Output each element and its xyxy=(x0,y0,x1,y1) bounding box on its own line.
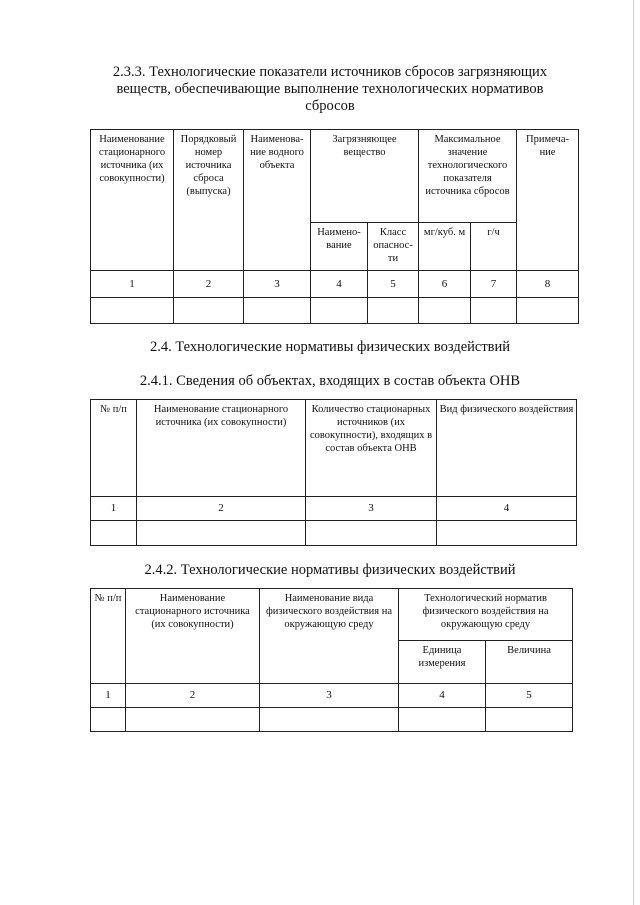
header-source-name: Наименование стационарного источника (их совокупности) xyxy=(126,589,260,684)
empty-cell xyxy=(486,708,573,732)
section-2-4-title: 2.4. Технологические нормативы физических воздействий xyxy=(149,339,511,355)
discharge-indicators-table xyxy=(90,129,579,324)
empty-cell xyxy=(399,708,486,732)
header-source-name: Наименование стационарного источника (их совокупности) xyxy=(137,400,306,497)
column-number: 6 xyxy=(419,271,471,298)
empty-cell xyxy=(517,298,579,324)
empty-cell xyxy=(368,298,419,324)
header-row-number: № п/п xyxy=(91,589,126,684)
column-number: 4 xyxy=(311,271,368,298)
empty-cell xyxy=(174,298,244,324)
header-mg-per-m3: мг/куб. м xyxy=(419,223,471,271)
header-note: Примеча-ние xyxy=(517,130,579,271)
section-2-3-3-title: 2.3.3. Технологические показатели источников сбросов загрязняющих веществ, обеспечивающие выполнение технологических нормативов сбросов xyxy=(112,64,548,114)
column-number: 1 xyxy=(91,271,174,298)
column-number: 3 xyxy=(260,684,399,708)
header-impact-type: Вид физического воздействия xyxy=(437,400,577,497)
empty-cell xyxy=(260,708,399,732)
header-pollutant: Загрязняющее вещество xyxy=(311,130,419,223)
physical-impact-norms-table xyxy=(90,588,573,732)
column-number: 2 xyxy=(137,497,306,521)
header-max-value: Максимальное значение технологического показателя источника сбросов xyxy=(419,130,517,223)
empty-cell xyxy=(437,521,577,546)
empty-table-row xyxy=(91,298,579,324)
column-number: 5 xyxy=(486,684,573,708)
empty-cell xyxy=(471,298,517,324)
page-edge xyxy=(633,0,634,905)
empty-cell xyxy=(137,521,306,546)
empty-cell xyxy=(91,521,137,546)
section-2-4-1-title: 2.4.1. Сведения об объектах, входящих в состав объекта ОНВ xyxy=(139,373,521,389)
header-source-count: Количество стационарных источников (их совокупности), входящих в состав объекта ОНВ xyxy=(306,400,437,497)
header-water-body: Наименова-ние водного объекта xyxy=(244,130,311,271)
empty-cell xyxy=(244,298,311,324)
header-unit: Единица измерения xyxy=(399,641,486,684)
onv-objects-table xyxy=(90,399,577,546)
column-number: 1 xyxy=(91,497,137,521)
column-number: 2 xyxy=(174,271,244,298)
empty-cell xyxy=(91,298,174,324)
header-hazard-class: Класс опаснос-ти xyxy=(368,223,419,271)
column-number: 4 xyxy=(437,497,577,521)
empty-table-row xyxy=(91,521,577,546)
header-value: Величина xyxy=(486,641,573,684)
column-number: 3 xyxy=(244,271,311,298)
empty-cell xyxy=(419,298,471,324)
section-2-4-2-title: 2.4.2. Технологические нормативы физических воздействий xyxy=(144,562,516,578)
column-number: 2 xyxy=(126,684,260,708)
header-g-per-h: г/ч xyxy=(471,223,517,271)
empty-table-row xyxy=(91,708,573,732)
header-pollutant-name: Наимено-вание xyxy=(311,223,368,271)
column-number: 7 xyxy=(471,271,517,298)
column-number: 3 xyxy=(306,497,437,521)
header-impact-name: Наименование вида физического воздействия на окружающую среду xyxy=(260,589,399,684)
column-number: 5 xyxy=(368,271,419,298)
column-number: 4 xyxy=(399,684,486,708)
header-source-name: Наименование стационарного источника (их совокупности) xyxy=(91,130,174,271)
empty-cell xyxy=(91,708,126,732)
header-row-number: № п/п xyxy=(91,400,137,497)
column-number: 8 xyxy=(517,271,579,298)
column-number: 1 xyxy=(91,684,126,708)
empty-cell xyxy=(126,708,260,732)
header-norm: Технологический норматив физического воздействия на окружающую среду xyxy=(399,589,573,641)
header-source-number: Порядковый номер источника сброса (выпуска) xyxy=(174,130,244,271)
empty-cell xyxy=(306,521,437,546)
empty-cell xyxy=(311,298,368,324)
